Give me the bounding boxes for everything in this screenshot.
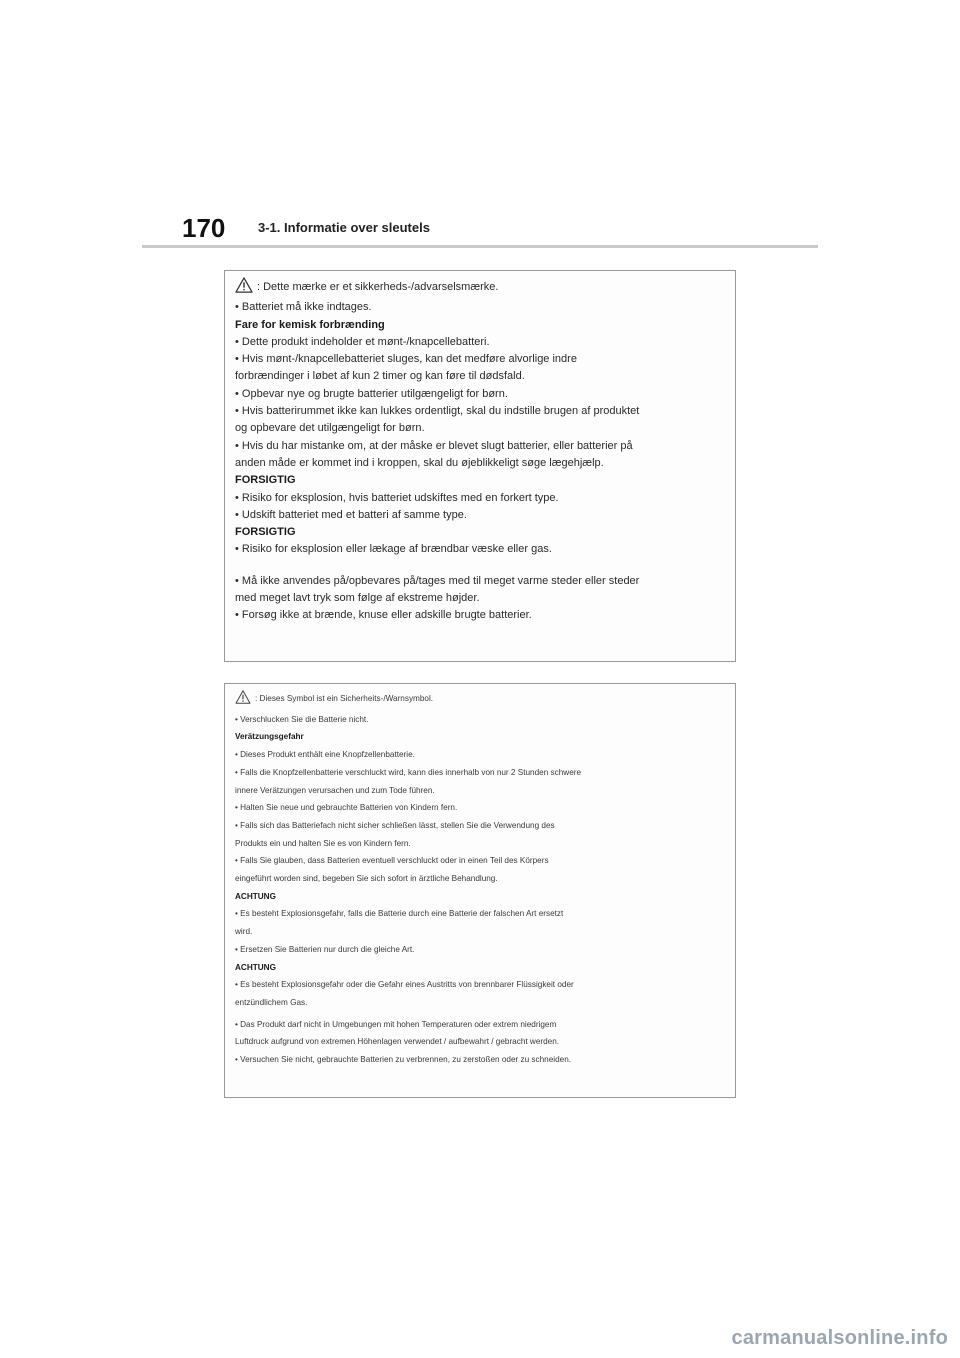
warning-line: • Hvis batterirummet ikke kan lukkes ordentligt, skal du indstille brugen af produktet [235,405,640,418]
warning-line: entzündlichem Gas. [235,997,308,1007]
site-watermark: carmanualsonline.info [731,1327,948,1349]
warning-line: • Risiko for eksplosion, hvis batteriet udskiftes med en forkert type. [235,491,559,504]
section-title: 3-1. Informatie over sleutels [258,220,430,235]
warning-line: • Falls Sie glauben, dass Batterien eventuell verschluckt oder in einen Teil des Körpers [235,856,549,866]
warning-line: • Dette produkt indeholder et mønt-/knapcellebatteri. [235,335,490,348]
warning-line: Produkts ein und halten Sie es von Kindern fern. [235,838,411,848]
page-number: 170 [182,213,226,243]
warning-line: forbrændinger i løbet af kun 2 timer og kan føre til dødsfald. [235,370,525,383]
symbol-note-line [235,690,725,711]
warning-line: • Falls die Knopfzellenbatterie verschluckt wird, kann dies innerhalb von nur 2 Stunden schwere [235,767,582,777]
paragraph-gap [235,559,725,573]
warning-line: wird. [235,927,253,937]
warning-line: Luftdruck aufgrund von extremen Höhenlagen verwendet / aufbewahrt / gebracht werden. [235,1037,560,1047]
warning-heading: FORSIGTIG [235,474,296,487]
warning-line: • Falls sich das Batteriefach nicht sicher schließen lässt, stellen Sie die Verwendung des [235,820,555,830]
header-rule [142,245,818,248]
symbol-note-text: : Dieses Symbol ist ein Sicherheits-/Warnsymbol. [255,694,434,703]
warning-line: • Udskift batteriet med et batteri af samme type. [235,508,467,521]
warning-heading: FORSIGTIG [235,526,296,539]
warning-triangle-icon [235,277,253,299]
warning-line: anden måde er kommet ind i kroppen, skal du øjeblikkeligt søge lægehjælp. [235,456,604,469]
warning-heading: Fare for kemisk forbrænding [235,318,385,331]
warning-line: • Dieses Produkt enthält eine Knopfzellenbatterie. [235,750,415,760]
warning-line: • Forsøg ikke at brænde, knuse eller adskille brugte batterier. [235,609,532,622]
symbol-note-text: : Dette mærke er et sikkerheds-/advarselsmærke. [257,281,499,293]
warning-line: med meget lavt tryk som følge af ekstreme højder. [235,592,480,605]
warning-heading: ACHTUNG [235,962,276,972]
page-header [142,205,818,249]
warning-line: • Hvis mønt-/knapcellebatteriet sluges, kan det medføre alvorlige indre [235,353,577,366]
warning-line: • Risiko for eksplosion eller lækage af brændbar væske eller gas. [235,543,552,556]
warning-line: • Ersetzen Sie Batterien nur durch die gleiche Art. [235,944,415,954]
warning-line: • Opbevar nye og brugte batterier utilgængeligt for børn. [235,387,508,400]
warning-line: • Batteriet må ikke indtages. [235,301,372,314]
warning-line: • Das Produkt darf nicht in Umgebungen mit hohen Temperaturen oder extrem niedrigem [235,1019,557,1029]
warning-line: • Verschlucken Sie die Batterie nicht. [235,714,369,724]
warning-line: • Es besteht Explosionsgefahr, falls die Batterie durch eine Batterie der falschen Art ersetzt [235,909,564,919]
warning-line: • Hvis du har mistanke om, at der måske er blevet slugt batterier, eller batterier på [235,439,633,452]
warning-triangle-icon [235,690,251,711]
warning-line: • Halten Sie neue und gebrauchte Batterien von Kindern fern. [235,803,458,813]
warning-line: innere Verätzungen verursachen und zum Tode führen. [235,785,435,795]
german-warning-box [224,683,736,1098]
warning-line: eingeführt worden sind, begeben Sie sich sofort in ärztliche Behandlung. [235,874,498,884]
warning-line: • Es besteht Explosionsgefahr oder die Gefahr eines Austritts von brennbarer Flüssigkeit oder [235,980,574,990]
warning-heading: ACHTUNG [235,891,276,901]
danish-warning-box [224,270,736,662]
symbol-note-line [235,277,725,299]
warning-heading: Verätzungsgefahr [235,732,304,742]
warning-line: • Versuchen Sie nicht, gebrauchte Batterien zu verbrennen, zu zerstoßen oder zu schneiden. [235,1055,572,1065]
warning-line: og opbevare det utilgængeligt for børn. [235,422,425,435]
warning-line: • Må ikke anvendes på/opbevares på/tages med til meget varme steder eller steder [235,574,640,587]
